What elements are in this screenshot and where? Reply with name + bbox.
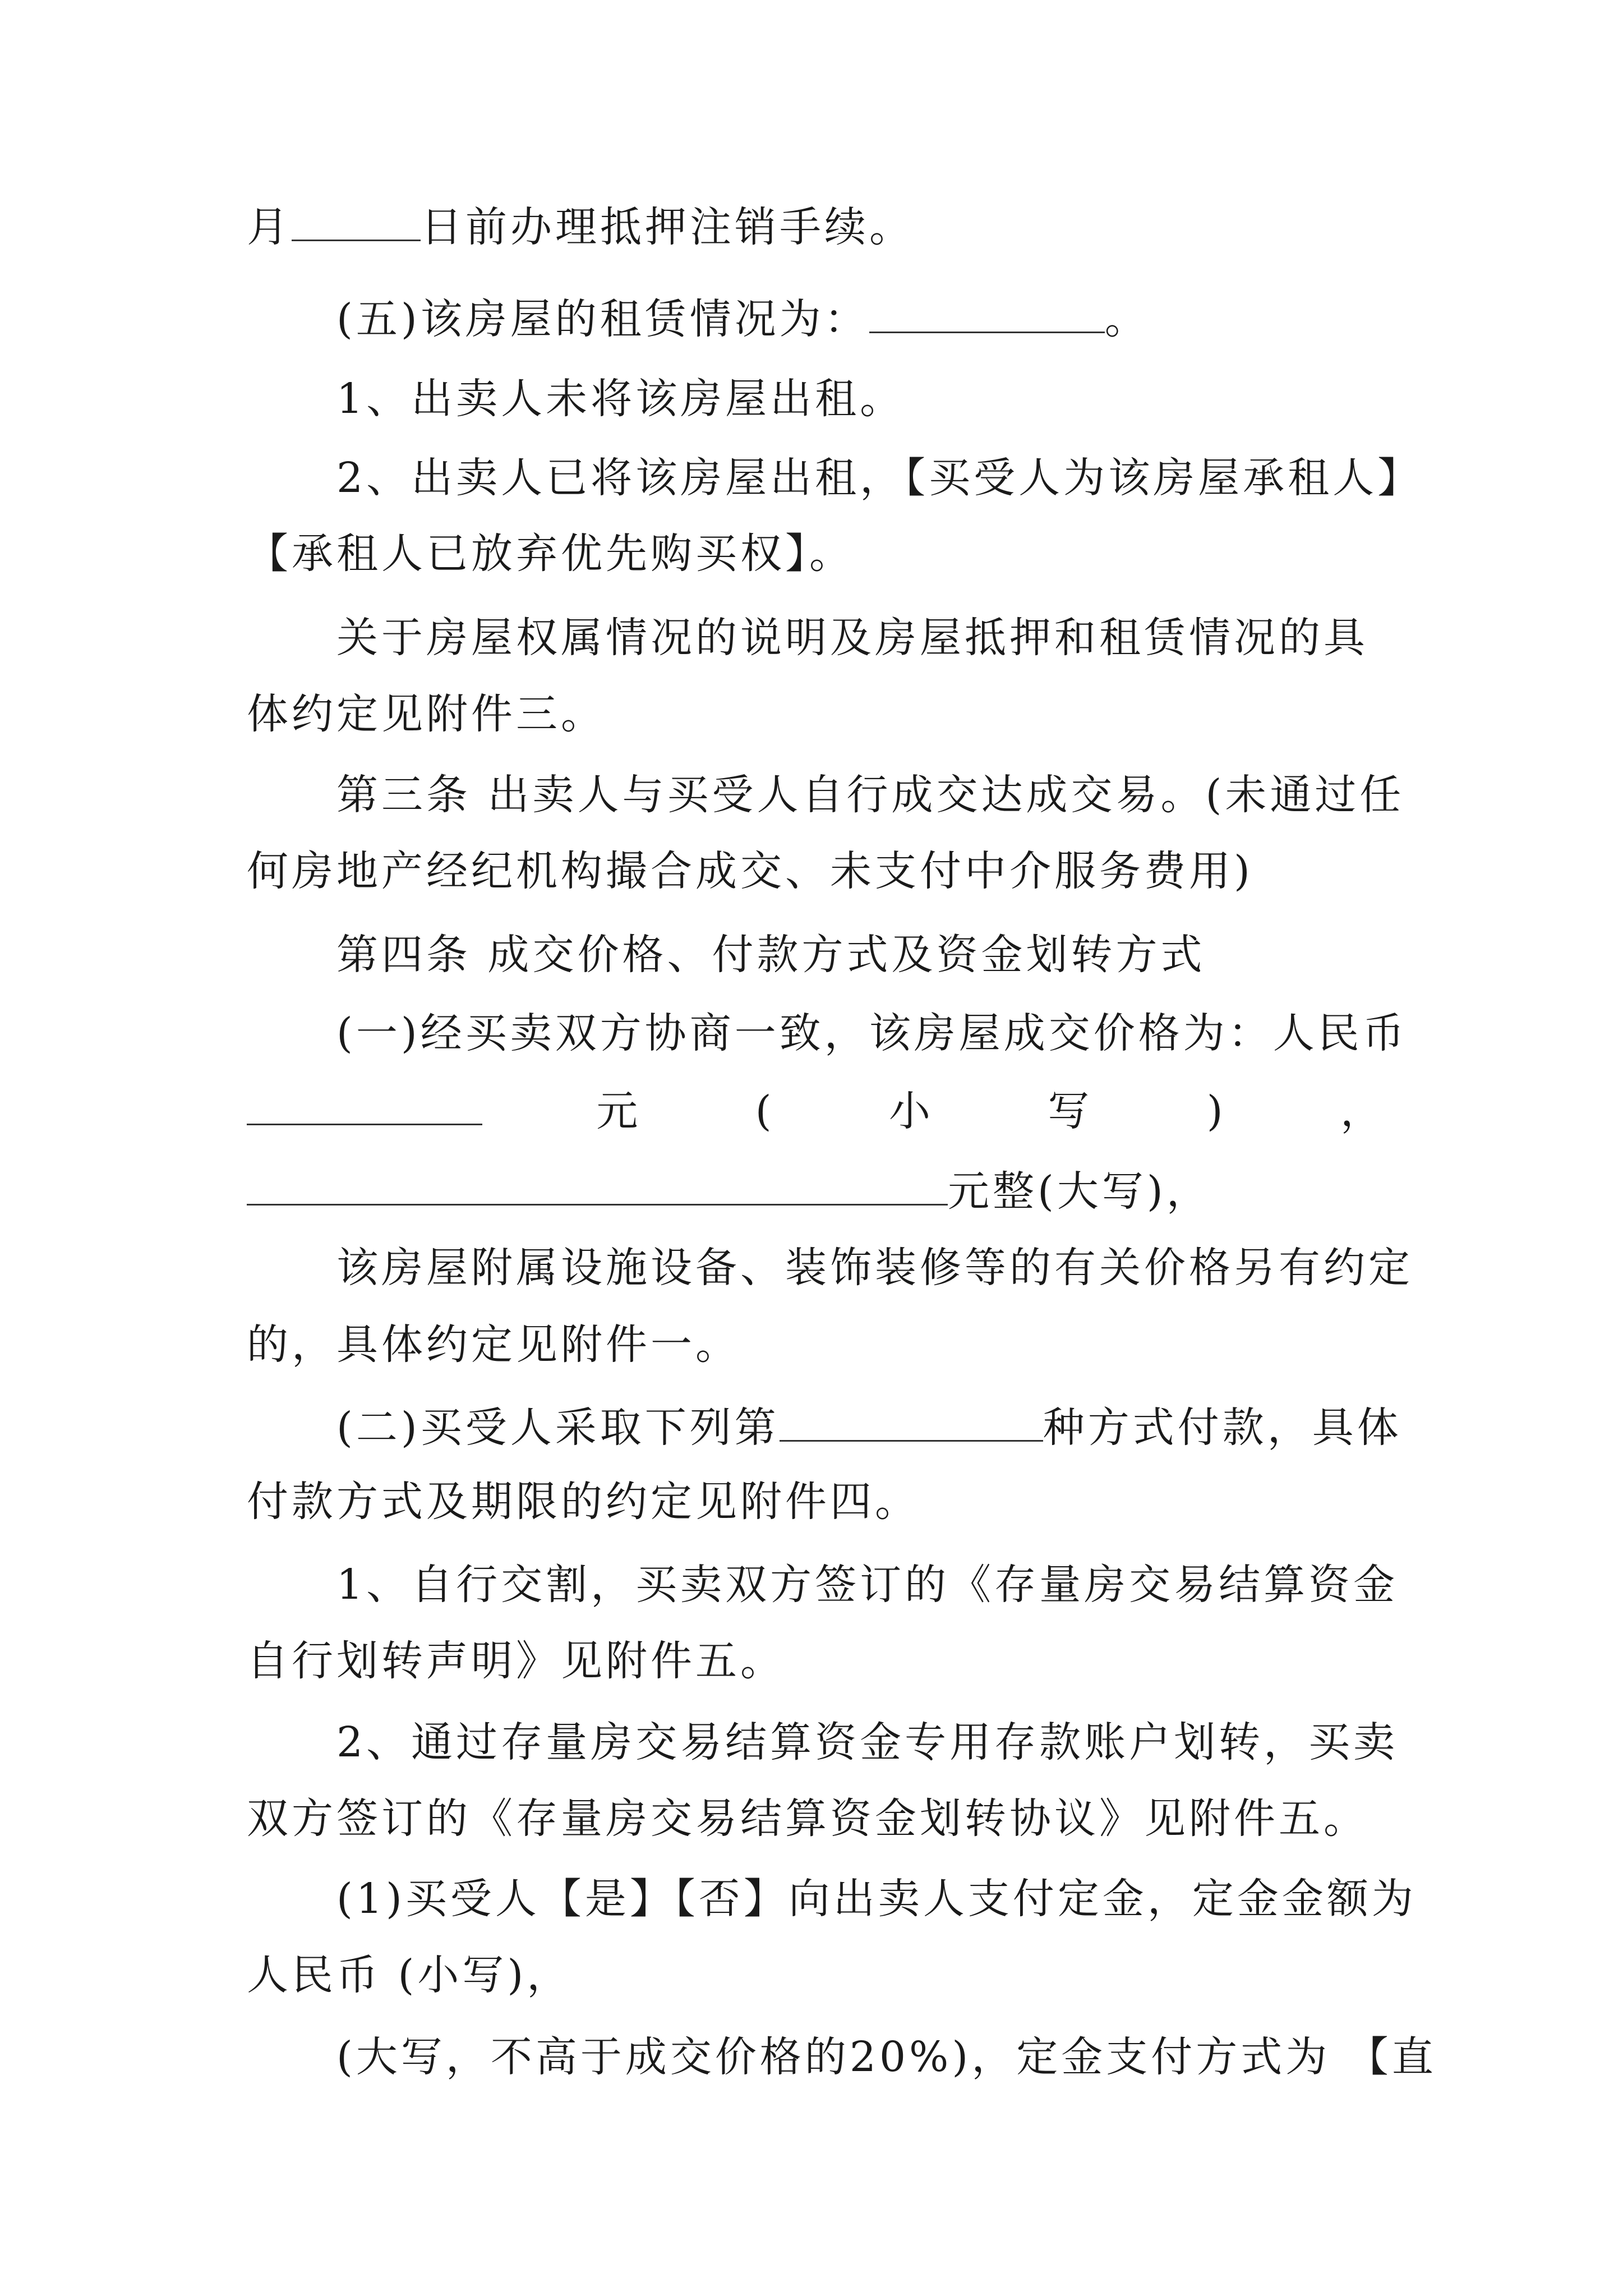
text-line-23: 人民币 (小写)， [247, 1951, 572, 1999]
text-line-1 [247, 196, 1385, 258]
text-line-6: 关于房屋权属情况的说明及房屋抵押和租赁情况的具 [336, 614, 1368, 662]
text: ， [1340, 1087, 1385, 1135]
text-line-10: 第四条 成交价格、付款方式及资金划转方式 [336, 931, 1206, 979]
fill-blank [869, 296, 1105, 333]
text-line-4: 2、出卖人已将该房屋出租，【买受人为该房屋承租人】 [336, 454, 1423, 502]
fill-blank [247, 1088, 482, 1125]
text-line-16 [336, 1397, 1402, 1458]
text-line-21: 双方签订的《存量房交易结算资金划转协议》见附件五。 [247, 1795, 1368, 1843]
text-line-7: 体约定见附件三。 [247, 690, 606, 738]
text: 元整(大写)， [948, 1167, 1211, 1216]
text-line-11: (一)经买卖双方协商一致，该房屋成交价格为：人民币 [336, 1009, 1408, 1057]
text-line-12 [247, 1080, 1385, 1142]
text-line-13 [247, 1161, 1385, 1222]
text: ( [755, 1087, 775, 1135]
fill-blank [780, 1404, 1043, 1442]
text-line-8: 第三条 出卖人与买受人自行成交达成交易。(未通过任 [336, 771, 1405, 819]
text-line-15: 的，具体约定见附件一。 [247, 1320, 740, 1369]
text: 种方式付款，具体 [1043, 1404, 1402, 1452]
text: 日前办理抵押注销手续。 [421, 203, 914, 251]
text: ) [1206, 1087, 1227, 1135]
text-line-17: 付款方式及期限的约定见附件四。 [247, 1478, 920, 1526]
text-line-24: (大写，不高于成交价格的20%)，定金支付方式为 【直 [336, 2033, 1437, 2081]
fill-blank [292, 204, 421, 241]
text: 小 [889, 1087, 934, 1135]
text: 月 [247, 203, 292, 251]
text-line-14: 该房屋附属设施设备、装饰装修等的有关价格另有约定 [336, 1244, 1413, 1292]
text: (五)该房屋的租赁情况为： [336, 295, 869, 343]
text-line-2 [336, 288, 1385, 350]
text: 元 [596, 1087, 642, 1135]
text-line-18: 1、自行交割，买卖双方签订的《存量房交易结算资金 [336, 1561, 1399, 1609]
text-line-9: 何房地产经纪机构撮合成交、未支付中介服务费用) [247, 847, 1253, 895]
text-line-22: (1)买受人【是】【否】向出卖人支付定金，定金金额为 [336, 1875, 1417, 1923]
text: (二)买受人采取下列第 [336, 1404, 780, 1452]
text-line-3: 1、出卖人未将该房屋出租。 [336, 375, 905, 423]
fill-blank [247, 1168, 948, 1205]
text: 。 [1104, 295, 1150, 343]
text-line-5: 【承租人已放弃优先购买权】。 [247, 530, 854, 578]
text-line-19: 自行划转声明》见附件五。 [247, 1637, 785, 1685]
text: 写 [1048, 1087, 1093, 1135]
text-line-20: 2、通过存量房交易结算资金专用存款账户划转，买卖 [336, 1718, 1399, 1766]
